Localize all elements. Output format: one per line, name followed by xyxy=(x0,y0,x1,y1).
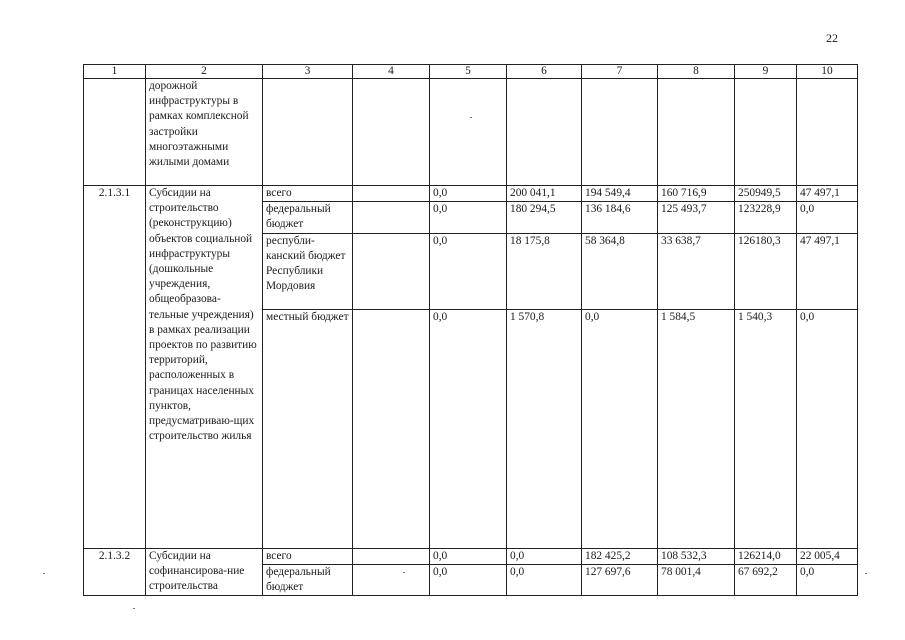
value-cell: 1 584,5 xyxy=(658,309,735,548)
source-label: всего xyxy=(263,548,353,564)
value-cell: 0,0 xyxy=(430,202,507,233)
column-header: 6 xyxy=(507,65,582,79)
table-row xyxy=(84,548,858,564)
continuation-row xyxy=(84,79,858,186)
column-header: 3 xyxy=(263,65,353,79)
value-cell: 0,0 xyxy=(507,564,582,595)
column-header: 1 xyxy=(84,65,146,79)
value-cell: 0,0 xyxy=(797,202,858,233)
value-cell: 160 716,9 xyxy=(658,186,735,202)
value-cell xyxy=(353,548,430,564)
row-code: 2.1.3.2 xyxy=(84,548,146,596)
value-cell: 0,0 xyxy=(507,548,582,564)
budget-table xyxy=(83,64,858,596)
source-label: всего xyxy=(263,186,353,202)
source-label: местный бюджет xyxy=(263,309,353,548)
source-label: федеральный бюджет xyxy=(263,564,353,595)
value-cell xyxy=(353,309,430,548)
value-cell: 194 549,4 xyxy=(582,186,658,202)
value-cell xyxy=(353,202,430,233)
value-cell: 136 184,6 xyxy=(582,202,658,233)
value-cell: 0,0 xyxy=(797,564,858,595)
column-header: 2 xyxy=(146,65,263,79)
table-cell xyxy=(658,79,735,186)
value-cell: 1 570,8 xyxy=(507,309,582,548)
source-label: республи-канский бюджет Республики Мордовия xyxy=(263,233,353,309)
value-cell: 123228,9 xyxy=(735,202,797,233)
column-header: 9 xyxy=(735,65,797,79)
value-cell: 1 540,3 xyxy=(735,309,797,548)
value-cell: 0,0 xyxy=(430,233,507,309)
value-cell: 180 294,5 xyxy=(507,202,582,233)
column-header: 8 xyxy=(658,65,735,79)
table-cell xyxy=(797,79,858,186)
column-header: 7 xyxy=(582,65,658,79)
table-row xyxy=(84,186,858,202)
value-cell xyxy=(353,186,430,202)
value-cell: 0,0 xyxy=(582,309,658,548)
value-cell: 22 005,4 xyxy=(797,548,858,564)
value-cell: 0,0 xyxy=(797,309,858,548)
column-number-row xyxy=(84,65,858,79)
value-cell: 200 041,1 xyxy=(507,186,582,202)
page-number: 22 xyxy=(826,31,838,45)
value-cell: 18 175,8 xyxy=(507,233,582,309)
value-cell: 125 493,7 xyxy=(658,202,735,233)
table-cell xyxy=(430,79,507,186)
value-cell xyxy=(353,564,430,595)
value-cell: 78 001,4 xyxy=(658,564,735,595)
value-cell: 0,0 xyxy=(430,186,507,202)
value-cell: 33 638,7 xyxy=(658,233,735,309)
scan-speck xyxy=(403,572,405,573)
scan-speck xyxy=(470,117,472,118)
table-cell xyxy=(353,79,430,186)
value-cell xyxy=(353,233,430,309)
value-cell: 0,0 xyxy=(430,548,507,564)
value-cell: 0,0 xyxy=(430,309,507,548)
value-cell: 0,0 xyxy=(430,564,507,595)
value-cell: 58 364,8 xyxy=(582,233,658,309)
table-cell xyxy=(84,79,146,186)
value-cell: 250949,5 xyxy=(735,186,797,202)
value-cell: 67 692,2 xyxy=(735,564,797,595)
column-header: 5 xyxy=(430,65,507,79)
table-cell xyxy=(263,79,353,186)
continuation-text: дорожной инфраструктуры в рамках комплексной застройки многоэтажными жилыми домами xyxy=(146,79,263,186)
table-cell xyxy=(735,79,797,186)
row-name: Субсидии на софинансирова-ние строительства xyxy=(146,548,263,596)
row-name: Субсидии на строительство (реконструкцию) объектов социальной инфраструктуры (дошкольные учреждения, общеобразова-тельные учреждения) в рамках реализации проектов по развитию территорий, расположенных в границах населенных пунктов, предусматриваю-щих строительство жилья xyxy=(146,186,263,549)
table-cell xyxy=(507,79,582,186)
row-code: 2.1.3.1 xyxy=(84,186,146,549)
value-cell: 47 497,1 xyxy=(797,233,858,309)
scan-speck xyxy=(43,573,45,574)
value-cell: 126180,3 xyxy=(735,233,797,309)
scan-speck xyxy=(865,573,867,574)
table-cell xyxy=(582,79,658,186)
value-cell: 126214,0 xyxy=(735,548,797,564)
value-cell: 47 497,1 xyxy=(797,186,858,202)
value-cell: 182 425,2 xyxy=(582,548,658,564)
budget-table-container xyxy=(83,64,858,596)
source-label: федеральный бюджет xyxy=(263,202,353,233)
scan-speck xyxy=(133,608,135,609)
column-header: 10 xyxy=(797,65,858,79)
value-cell: 127 697,6 xyxy=(582,564,658,595)
value-cell: 108 532,3 xyxy=(658,548,735,564)
column-header: 4 xyxy=(353,65,430,79)
